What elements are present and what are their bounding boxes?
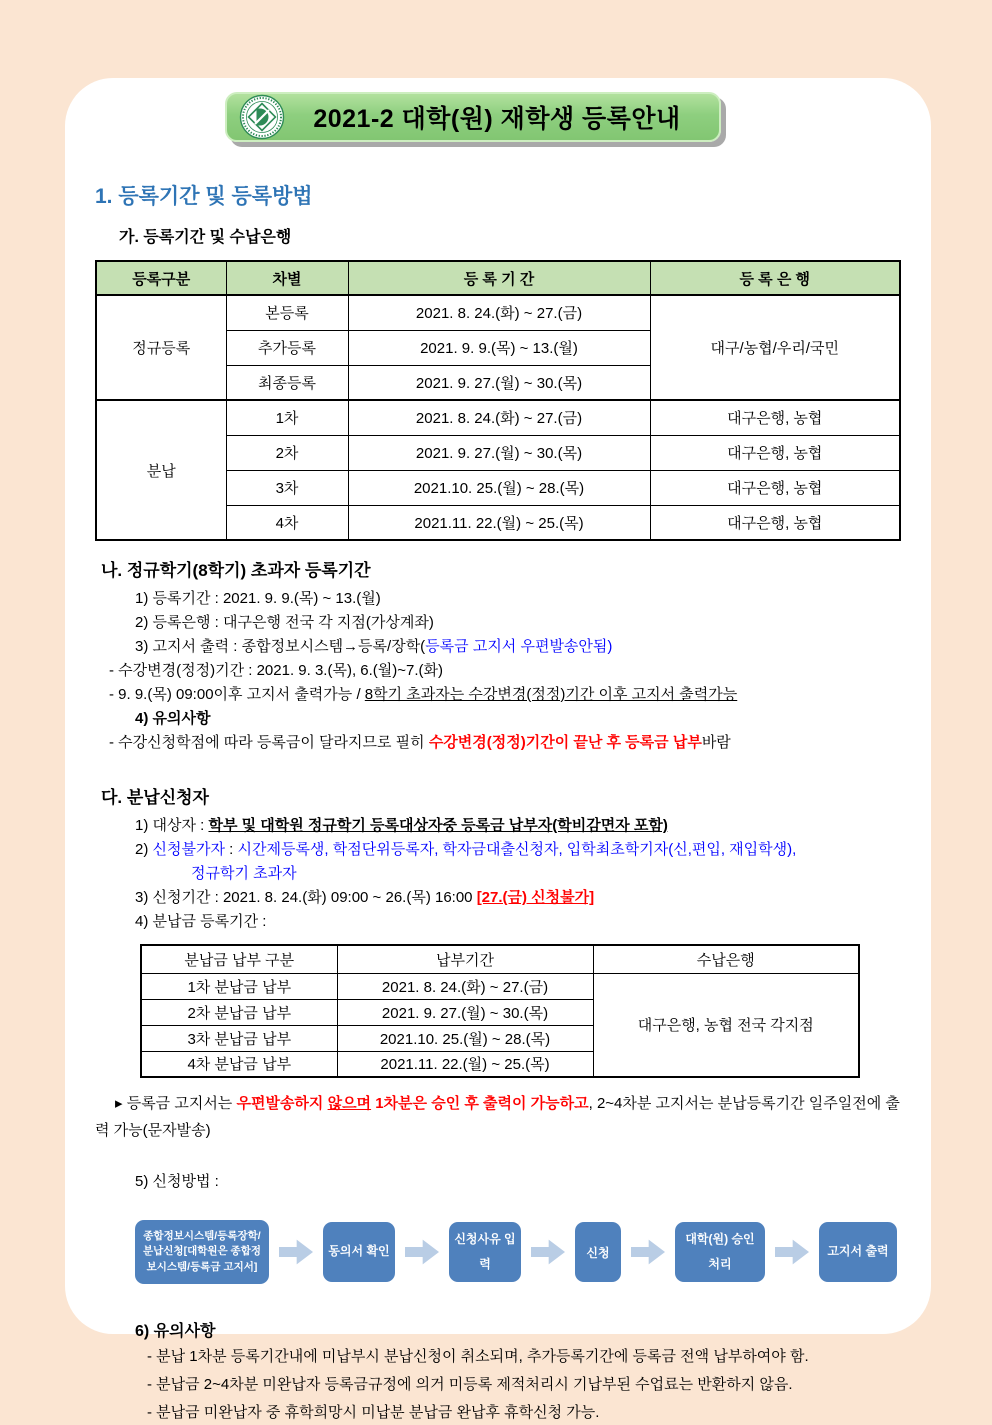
installment-payment-table — [140, 944, 860, 1078]
round-cell: 최종등록 — [226, 365, 348, 400]
method-heading: 5) 신청방법 : — [135, 1173, 219, 1190]
installment-cell: 4차 분납금 납부 — [141, 1051, 337, 1077]
triangle-bullet-icon: ▸ — [115, 1095, 123, 1112]
red-warning: 수강변경(정정)기간이 끝난 후 등록금 납부 — [428, 734, 702, 751]
flow-step-apply: 신청 — [575, 1222, 621, 1282]
arrow-right-icon — [279, 1238, 313, 1266]
section-1-heading: 1. 등록기간 및 등록방법 — [95, 185, 313, 208]
round-cell: 1차 — [226, 400, 348, 435]
table-header-row — [96, 261, 900, 295]
da-item-2-cont: 정규학기 초과자 — [191, 865, 297, 882]
col-header-installment: 분납금 납부 구분 — [141, 945, 337, 973]
underlined-target: 학부 및 대학원 정규학기 등록대상자중 등록금 납부자(학비감면자 포함) — [208, 817, 668, 834]
arrow-right-icon — [631, 1238, 665, 1266]
period-cell: 2021.11. 22.(월) ~ 25.(목) — [337, 1051, 593, 1077]
round-cell: 2차 — [226, 435, 348, 470]
round-cell: 추가등록 — [226, 330, 348, 365]
round-cell: 3차 — [226, 470, 348, 505]
da-item-2: 2) 신청불가자 : 시간제등록생, 학점단위등록자, 학자금대출신청자, 입학최초학기자(신,편입, 재입학생), — [135, 841, 797, 858]
application-flowchart — [135, 1220, 901, 1284]
col-header-round: 차별 — [226, 261, 348, 295]
period-cell: 2021. 9. 9.(목) ~ 13.(월) — [348, 330, 650, 365]
na-item-3: 3) 고지서 출력 : 종합정보시스템→등록/장학(등록금 고지서 우편발송안됨) — [135, 638, 613, 655]
section-da-heading: 다. 분납신청자 — [101, 788, 209, 807]
bank-cell: 대구은행, 농협 — [650, 470, 900, 505]
col-header-category: 등록구분 — [96, 261, 226, 295]
arrow-right-icon — [775, 1238, 809, 1266]
installment-cell: 1차 분납금 납부 — [141, 973, 337, 999]
installment-cell: 2차 분납금 납부 — [141, 999, 337, 1025]
blue-label: 신청불가자 — [152, 841, 225, 858]
da-item-1: 1) 대상자 : 학부 및 대학원 정규학기 등록대상자중 등록금 납부자(학비감면자 포함) — [135, 817, 668, 834]
bank-cell: 대구은행, 농협 — [650, 435, 900, 470]
na-item-4-sub: - 수강신청학점에 따라 등록금이 달라지므로 필히 수강변경(정정)기간이 끝난 후 등록금 납부바람 — [109, 734, 731, 751]
flow-step-reason: 신청사유 입력 — [449, 1222, 521, 1282]
period-cell: 2021.10. 25.(월) ~ 28.(목) — [348, 470, 650, 505]
registration-period-table — [95, 260, 901, 541]
caution-item: - 분납금 미완납자 중 휴학희망시 미납분 분납금 완납후 휴학신청 가능. — [147, 1404, 600, 1421]
installment-cell: 3차 분납금 납부 — [141, 1025, 337, 1051]
na-item-3-sub2: - 9. 9.(목) 09:00이후 고지서 출력가능 / 8학기 초과자는 수강변경(정정)기간 이후 고지서 출력가능 — [109, 686, 738, 703]
caution-item: - 분납금 2~4차분 미완납자 등록금규정에 의거 미등록 제적처리시 기납부된 수업료는 반환하지 않음. — [147, 1376, 793, 1393]
installment-label-cell: 분납 — [96, 400, 226, 540]
da-item-4: 4) 분납금 등록기간 : — [135, 913, 267, 930]
col-header-period: 등 록 기 간 — [348, 261, 650, 295]
document-page — [65, 78, 931, 1421]
section-na-heading: 나. 정규학기(8학기) 초과자 등록기간 — [101, 561, 371, 580]
bank-cell: 대구은행, 농협 — [650, 505, 900, 540]
period-cell: 2021. 9. 27.(월) ~ 30.(목) — [348, 365, 650, 400]
underlined-note: 8학기 초과자는 수강변경(정정)기간 이후 고지서 출력가능 — [364, 686, 738, 703]
caution-item: - 분납 1차분 등록기간내에 미납부시 분납신청이 취소되며, 추가등록기간에 등록금 전액 납부하여야 함. — [147, 1348, 809, 1365]
na-item-4: 4) 유의사항 — [135, 710, 211, 727]
blue-list: 시간제등록생, 학점단위등록자, 학자금대출신청자, 입학최초학기자(신,편입, 재입학생), — [237, 841, 797, 858]
table-row — [96, 400, 900, 435]
title-banner — [225, 92, 721, 142]
table-row — [96, 295, 900, 330]
flow-step-system: 종합정보시스템/등록장학/분납신청[대학원은 종합정보시스템/등록금 고지서] — [135, 1220, 269, 1284]
table-header-row — [141, 945, 859, 973]
period-cell: 2021. 9. 27.(월) ~ 30.(목) — [337, 999, 593, 1025]
na-item-1: 1) 등록기간 : 2021. 9. 9.(목) ~ 13.(월) — [135, 590, 381, 607]
page-title: 2021-2 대학(원) 재학생 등록안내 — [313, 105, 681, 133]
period-cell: 2021. 8. 24.(화) ~ 27.(금) — [337, 973, 593, 999]
flow-step-approval: 대학(원) 승인처리 — [675, 1222, 765, 1282]
na-item-3-sub1: - 수강변경(정정)기간 : 2021. 9. 3.(목), 6.(월)~7.(화) — [109, 662, 444, 679]
red-deadline: [27.(금) 신청불가] — [476, 889, 595, 906]
col-header-bank: 수납은행 — [593, 945, 859, 973]
caution-heading: 6) 유의사항 — [135, 1323, 216, 1340]
period-cell: 2021. 9. 27.(월) ~ 30.(목) — [348, 435, 650, 470]
flow-step-print: 고지서 출력 — [819, 1222, 897, 1282]
blue-note: 등록금 고지서 우편발송안됨 — [425, 638, 608, 655]
round-cell: 본등록 — [226, 295, 348, 330]
period-cell: 2021. 8. 24.(화) ~ 27.(금) — [348, 295, 650, 330]
round-cell: 4차 — [226, 505, 348, 540]
bank-cell: 대구은행, 농협 전국 각지점 — [593, 973, 859, 1077]
col-header-bank: 등 록 은 행 — [650, 261, 900, 295]
regular-label-cell: 정규등록 — [96, 295, 226, 400]
period-cell: 2021.10. 25.(월) ~ 28.(목) — [337, 1025, 593, 1051]
university-seal-icon — [239, 94, 285, 140]
na-item-2: 2) 등록은행 : 대구은행 전국 각 지점(가상계좌) — [135, 614, 434, 631]
bill-notice-paragraph: ▸ 등록금 고지서는 우편발송하지 않으며 1차분은 승인 후 출력이 가능하고, 2~4차분 고지서는 분납등록기간 일주일전에 출력 가능(문자발송) — [95, 1095, 900, 1139]
arrow-right-icon — [405, 1238, 439, 1266]
col-header-period: 납부기간 — [337, 945, 593, 973]
bank-cell: 대구은행, 농협 — [650, 400, 900, 435]
da-item-3: 3) 신청기간 : 2021. 8. 24.(화) 09:00 ~ 26.(목) 16:00 [27.(금) 신청불가] — [135, 889, 595, 906]
flow-step-consent: 동의서 확인 — [323, 1222, 395, 1282]
section-1a-heading: 가. 등록기간 및 수납은행 — [119, 229, 292, 246]
period-cell: 2021. 8. 24.(화) ~ 27.(금) — [348, 400, 650, 435]
arrow-right-icon — [531, 1238, 565, 1266]
bank-cell: 대구/농협/우리/국민 — [650, 295, 900, 400]
table-row — [141, 973, 859, 999]
period-cell: 2021.11. 22.(월) ~ 25.(목) — [348, 505, 650, 540]
